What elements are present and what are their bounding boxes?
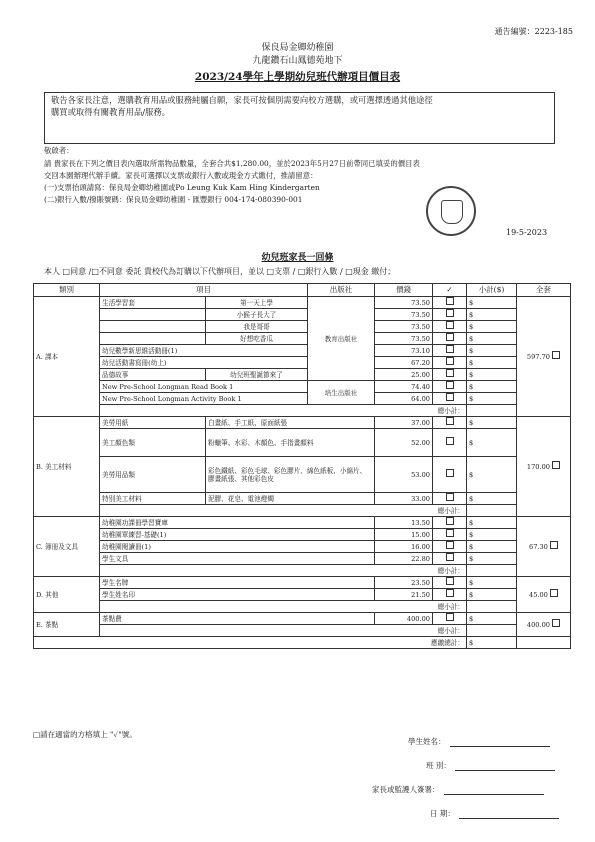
header-price: 價錢 — [375, 284, 433, 297]
check-cell[interactable] — [433, 589, 467, 601]
check-cell[interactable] — [433, 613, 467, 625]
header-publisher: 出版社 — [308, 284, 375, 297]
item-name: New Pre-School Longman Activity Book 1 — [100, 393, 308, 405]
price: 73.10 — [375, 345, 433, 357]
item-name: 幼稚園單練習-基礎(1) — [100, 529, 375, 541]
subtotal-cell[interactable] — [467, 517, 517, 529]
checkbox[interactable] — [446, 553, 454, 561]
grand-total-row — [34, 637, 571, 649]
subtotal-row — [34, 625, 571, 637]
table-row — [34, 589, 571, 601]
student-name-label: 學生姓名： — [408, 737, 446, 746]
dollar-sign: $ — [469, 590, 474, 599]
set-price: 597.70 — [526, 353, 550, 361]
subtotal-label: 總小計： — [100, 405, 467, 417]
price: 25.00 — [375, 369, 433, 381]
set-price: 45.00 — [529, 591, 548, 599]
checkbox[interactable] — [446, 541, 454, 549]
notice-number: 通告編號：2223-185 — [494, 27, 573, 36]
letter-line: 敬啟者： — [44, 146, 74, 155]
dollar-sign: $ — [469, 370, 474, 379]
set-price-cell[interactable] — [517, 297, 571, 417]
set-price-cell[interactable] — [517, 517, 571, 577]
check-cell[interactable] — [433, 417, 467, 429]
price: 73.50 — [375, 333, 433, 345]
student-name-line[interactable] — [450, 737, 550, 747]
check-cell[interactable] — [433, 553, 467, 565]
check-cell[interactable] — [433, 369, 467, 381]
table-row — [34, 577, 571, 589]
subtotal-label: 總小計： — [100, 565, 467, 577]
dollar-sign: $ — [469, 334, 474, 343]
dollar-sign: $ — [469, 554, 474, 563]
item-name: 品德故事 — [100, 369, 206, 381]
table-row — [34, 417, 571, 429]
table-row — [34, 541, 571, 553]
subtotal-cell[interactable] — [467, 357, 517, 369]
letter-line: 交回本園辦理代辦手續。家長可選擇以支票或銀行入數或現金方式繳付，推請留意： — [44, 171, 318, 180]
table-row — [34, 529, 571, 541]
header-subtotal: 小計($) — [467, 284, 517, 297]
dollar-sign: $ — [469, 542, 474, 551]
subtotal-cell[interactable] — [467, 309, 517, 321]
price: 67.20 — [375, 357, 433, 369]
checkbox[interactable] — [446, 297, 454, 305]
dollar-sign: $ — [469, 382, 474, 391]
reply-slip-title: 幼兒班家長一回條 — [261, 253, 334, 263]
school-seal — [426, 186, 476, 236]
table-row — [34, 381, 571, 393]
set-price-cell[interactable] — [517, 613, 571, 637]
check-cell[interactable] — [433, 517, 467, 529]
table-row — [34, 393, 571, 405]
price: 74.40 — [375, 381, 433, 393]
dollar-sign: $ — [469, 298, 474, 307]
subtotal-cell[interactable] — [467, 321, 517, 333]
checkbox[interactable] — [446, 357, 454, 365]
price: 53.00 — [375, 457, 433, 493]
dollar-sign: $ — [469, 346, 474, 355]
item-name: 生活學習套 — [100, 297, 206, 309]
item-sub: 第一天上學 — [206, 297, 308, 309]
notice-line: 敬告各家長注意，選購教育用品或服務純屬自願，家長可按個別需要向校方選購，或可選擇透過其他途徑 — [51, 95, 433, 105]
item-detail: 白畫紙、手工紙、原面紙張 — [206, 417, 375, 429]
table-row — [34, 345, 571, 357]
table-row — [34, 553, 571, 565]
checkbox[interactable] — [446, 417, 454, 425]
price: 37.00 — [375, 417, 433, 429]
parent-sign-line[interactable] — [444, 785, 544, 795]
checkbox[interactable] — [550, 541, 558, 549]
check-cell[interactable] — [433, 297, 467, 309]
checkbox[interactable] — [446, 493, 454, 501]
table-row — [34, 369, 571, 381]
check-cell[interactable] — [433, 493, 467, 505]
subtotal-cell[interactable] — [467, 369, 517, 381]
date-line[interactable] — [459, 809, 559, 819]
price: 73.50 — [375, 297, 433, 309]
subtotal-cell[interactable] — [467, 613, 517, 625]
checkbox[interactable] — [446, 309, 454, 317]
checkbox[interactable] — [446, 321, 454, 329]
subtotal-cell[interactable] — [467, 393, 517, 405]
price: 33.00 — [375, 493, 433, 505]
subtotal-row — [34, 601, 571, 613]
dollar-sign: $ — [469, 530, 474, 539]
checkbox[interactable] — [446, 333, 454, 341]
price: 21.50 — [375, 589, 433, 601]
date-field[interactable] — [430, 808, 559, 819]
table-row — [34, 457, 571, 493]
class-label: 班 別： — [426, 761, 451, 770]
table-row — [34, 333, 571, 345]
subtotal-row — [34, 505, 571, 517]
item-name — [100, 321, 206, 333]
item-name: 幼兒數學新思維活動冊(1) — [100, 345, 308, 357]
check-cell[interactable] — [433, 529, 467, 541]
check-cell[interactable] — [433, 345, 467, 357]
check-cell[interactable] — [433, 429, 467, 457]
header-check: ✓ — [433, 284, 467, 297]
checkbox[interactable] — [552, 619, 560, 627]
price: 64.00 — [375, 393, 433, 405]
checkbox[interactable] — [552, 351, 560, 359]
item-name: 茶點費 — [100, 613, 375, 625]
table-row — [34, 517, 571, 529]
table-row — [34, 357, 571, 369]
subtotal-cell[interactable] — [467, 429, 517, 457]
item-detail: 泥膠、花皂、電池燈燭 — [206, 493, 375, 505]
price: 13.50 — [375, 517, 433, 529]
letter-line: (二)銀行入數/撥賬號碼：保良局金卿幼稚園 - 匯豐銀行 004-174-080390-001 — [44, 195, 303, 204]
table-row — [34, 429, 571, 457]
dollar-sign: $ — [469, 358, 474, 367]
item-name: 美勞用品類 — [100, 457, 206, 493]
item-sub: 幼兒班聖誕節來了 — [206, 369, 308, 381]
subtotal-cell[interactable] — [467, 457, 517, 493]
price: 15.00 — [375, 529, 433, 541]
subtotal-cell[interactable] — [467, 493, 517, 505]
checkbox[interactable] — [550, 589, 558, 597]
checkbox[interactable] — [552, 461, 560, 469]
issue-date: 19-5-2023 — [506, 228, 548, 237]
dollar-sign: $ — [469, 310, 474, 319]
check-cell[interactable] — [433, 577, 467, 589]
grand-total-cell[interactable] — [467, 637, 517, 649]
set-price: 67.30 — [529, 543, 548, 551]
table-row — [34, 613, 571, 625]
footer-note: □請在適當的方格填上 "✓"號。 — [33, 730, 137, 739]
item-name: 學生文具 — [100, 553, 375, 565]
checkbox[interactable] — [446, 613, 454, 621]
dollar-sign: $ — [469, 322, 474, 331]
page-title: 2023/24學年上學期幼兒班代辦項目價目表 — [194, 71, 401, 83]
set-price-cell[interactable] — [517, 417, 571, 517]
set-price: 170.00 — [526, 463, 550, 471]
subtotal-cell[interactable] — [467, 589, 517, 601]
price: 400.00 — [375, 613, 433, 625]
dollar-sign: $ — [469, 394, 474, 403]
parent-sign-field[interactable] — [372, 784, 544, 795]
item-name: 特別美工材料 — [100, 493, 206, 505]
item-detail: 粉蠟筆、水彩、木顏色、手指畫顏料 — [206, 429, 375, 457]
table-row — [34, 297, 571, 309]
dollar-sign: $ — [469, 418, 474, 427]
subtotal-cell[interactable] — [467, 333, 517, 345]
price: 73.50 — [375, 321, 433, 333]
letter-line: (一)支票抬頭請寫：保良局金卿幼稚園或Po Leung Kuk Kam Hing Kindergarten — [44, 183, 320, 192]
date-label: 日 期： — [430, 809, 455, 818]
checkbox[interactable] — [446, 589, 454, 597]
checkbox[interactable] — [446, 369, 454, 377]
checkbox[interactable] — [446, 529, 454, 537]
publisher: 教育出版社 — [308, 297, 375, 381]
subtotal-cell[interactable] — [467, 297, 517, 309]
table-row — [34, 493, 571, 505]
notice-box — [44, 92, 555, 144]
checkbox[interactable] — [446, 469, 454, 477]
check-cell[interactable] — [433, 381, 467, 393]
subtotal-cell[interactable] — [467, 417, 517, 429]
check-cell[interactable] — [433, 321, 467, 333]
price-table — [33, 283, 571, 649]
check-cell[interactable] — [433, 541, 467, 553]
check-cell[interactable] — [433, 457, 467, 493]
price: 22.80 — [375, 553, 433, 565]
category-cell: E. 茶點 — [34, 613, 100, 637]
subtotal-cell[interactable] — [467, 345, 517, 357]
school-name: 保良局金卿幼稚園 — [261, 43, 334, 53]
checkbox[interactable] — [446, 437, 454, 445]
category-cell: A. 課本 — [34, 297, 100, 417]
price: 16.00 — [375, 541, 433, 553]
checkbox[interactable] — [446, 393, 454, 401]
subtotal-cell[interactable] — [467, 381, 517, 393]
check-cell[interactable] — [433, 357, 467, 369]
header-set: 全套 — [517, 284, 571, 297]
item-sub: 我是哥哥 — [206, 321, 308, 333]
check-cell[interactable] — [433, 333, 467, 345]
class-field[interactable] — [426, 760, 555, 771]
price: 23.50 — [375, 577, 433, 589]
category-cell: B. 美工材料 — [34, 417, 100, 517]
checkbox[interactable] — [446, 577, 454, 585]
letter-line: 請 貴家長在下列之價目表內選取所需物品數量，全套合共$1,280.00，並於2023年5月27日前帶同已填妥的價目表 — [44, 159, 420, 168]
header-category: 類別 — [34, 284, 100, 297]
price: 73.50 — [375, 309, 433, 321]
item-sub: 好想吃香瓜 — [206, 333, 308, 345]
subtotal-label: 總小計： — [100, 625, 467, 637]
set-price-cell[interactable] — [517, 577, 571, 613]
category-cell: D. 其他 — [34, 577, 100, 613]
dollar-sign: $ — [469, 494, 474, 503]
publisher: 培生出版社 — [308, 381, 375, 405]
item-name: 美工顏色類 — [100, 429, 206, 457]
subtotal-cell[interactable] — [467, 529, 517, 541]
item-name: New Pre-School Longman Read Book 1 — [100, 381, 308, 393]
price: 52.00 — [375, 429, 433, 457]
dollar-sign: $ — [469, 614, 474, 623]
subtotal-cell[interactable] — [467, 577, 517, 589]
class-line[interactable] — [455, 761, 555, 771]
checkbox[interactable] — [446, 381, 454, 389]
item-name: 幼稚園閱讀冊(1) — [100, 541, 375, 553]
check-cell[interactable] — [433, 309, 467, 321]
item-sub: 小猴子長大了 — [206, 309, 308, 321]
dollar-sign: $ — [469, 438, 474, 447]
dollar-sign: $ — [469, 470, 474, 479]
set-price: 400.00 — [526, 621, 550, 629]
student-name-field[interactable] — [408, 736, 550, 747]
grand-total-label: 應繳總計： — [34, 637, 467, 649]
subtotal-cell[interactable] — [467, 541, 517, 553]
subtotal-row — [34, 565, 571, 577]
dollar-sign: $ — [469, 578, 474, 587]
check-cell[interactable] — [433, 393, 467, 405]
table-header — [34, 284, 571, 297]
table-row — [34, 321, 571, 333]
item-detail: 彩色鐵紙、彩色毛球、彩色膠片、綿色紙板、小綿片、膠畫紙張、其他彩色皮 — [206, 457, 375, 493]
school-address: 九龍鑽石山鳳德苑地下 — [252, 56, 343, 66]
category-cell: C. 簿冊及文具 — [34, 517, 100, 577]
item-name: 學生名牌 — [100, 577, 375, 589]
item-name: 幼稚園功課冊學習寶庫 — [100, 517, 375, 529]
checkbox[interactable] — [446, 517, 454, 525]
subtotal-label: 總小計： — [100, 505, 467, 517]
consent-line[interactable]: 本人 □同意 /□不同意 委託 貴校代為訂購以下代辦項目，並以 □支票 / □銀行入數 / □現金 繳付； — [44, 267, 396, 276]
parent-sign-label: 家長或監護人簽署： — [372, 785, 440, 794]
item-name — [100, 333, 206, 345]
subtotal-label: 總小計： — [100, 601, 467, 613]
subtotal-cell[interactable] — [467, 553, 517, 565]
header-item: 項目 — [100, 284, 308, 297]
dollar-sign: $ — [469, 518, 474, 527]
subtotal-row — [34, 405, 571, 417]
notice-line: 購買或取得有關教育用品/服務。 — [51, 106, 170, 117]
table-row — [34, 309, 571, 321]
item-name: 美勞用紙 — [100, 417, 206, 429]
checkbox[interactable] — [446, 345, 454, 353]
dollar-sign: $ — [469, 638, 474, 647]
item-name: 學生姓名印 — [100, 589, 375, 601]
item-name: 幼兒活動書寫冊(幼上) — [100, 357, 308, 369]
item-name — [100, 309, 206, 321]
